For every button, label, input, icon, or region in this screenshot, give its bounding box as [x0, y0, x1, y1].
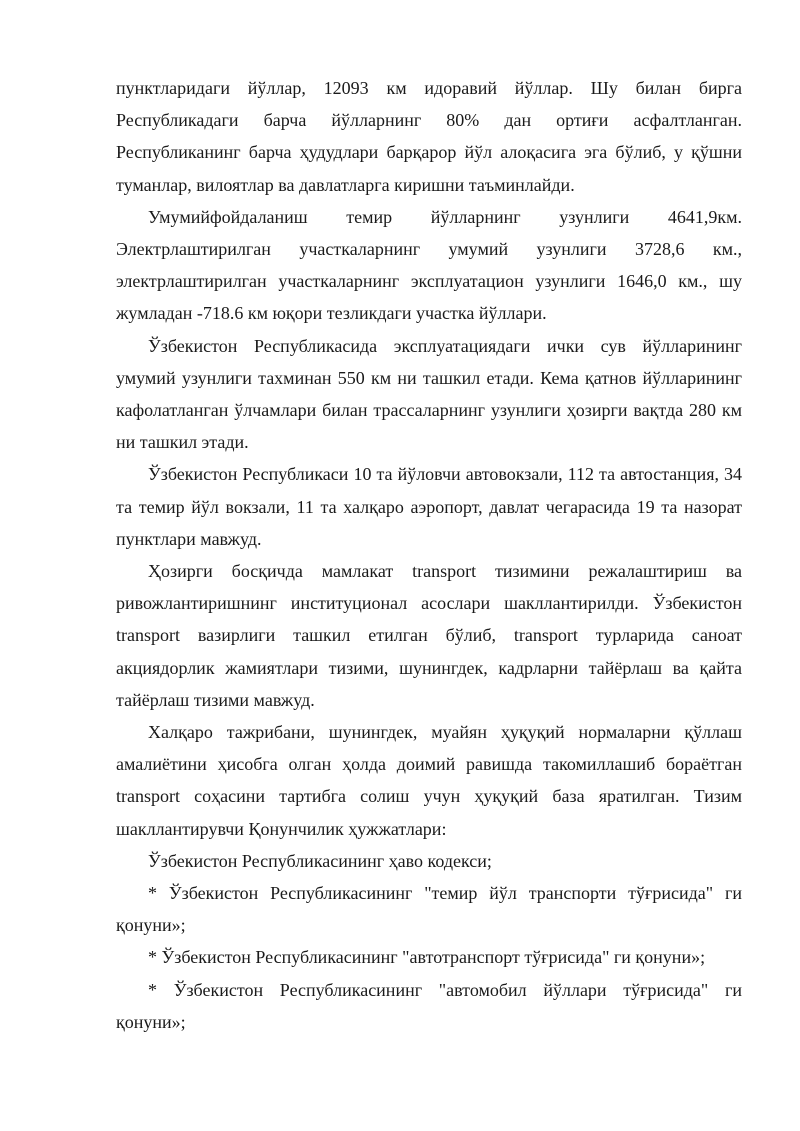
list-item-railway-law: * Ўзбекистон Республикасининг "темир йўл транспорти тўғрисида" ги қонуни»;	[116, 883, 742, 936]
paragraph-legal-base: Халқаро тажрибани, шунингдек, муайян ҳуқуқий нормаларни қўллаш амалиётини ҳисобга олган ҳолда доимий равишда такомиллашиб бораётган transport соҳасини тартибга солиш учун ҳуқуқий база яратилган. Тизим шакллантирувчи Қонунчилик ҳужжатлари:	[116, 722, 742, 839]
paragraph-waterways: Ўзбекистон Республикасида эксплуатациядаги ички сув йўлларининг умумий узунлиги тахминан 550 км ни ташкил етади. Кема қатнов йўлларининг кафолатланган ўлчамлари билан трассаларнинг узунлиги ҳозирги вақтда 280 км ни ташкил этади.	[116, 335, 742, 453]
list-item-autotransport-law: * Ўзбекистон Республикасининг "автотранспорт тўғрисида" ги қонуни»;	[148, 947, 706, 968]
paragraph-continuation: пунктларидаги йўллар, 12093 км идоравий йўллар. Шу билан бирга Республикадаги барча йўлларнинг 80% дан ортиғи асфалтланган. Республиканинг барча ҳудудлари барқарор йўл алоқасига эга бўлиб, у қўшни туманлар, вилоятлар ва давлатларга киришни таъминлайди.	[116, 78, 742, 195]
list-item-air-code: Ўзбекистон Республикасининг ҳаво кодекси;	[148, 850, 492, 871]
paragraph-institutional: Ҳозирги босқичда мамлакат transport тизимини режалаштириш ва ривожлантиришнинг институционал асослари шакллантирилди. Ўзбекистон transport вазирлиги ташкил етилган бўлиб, transport турларида саноат акциядорлик жамиятлари тизими, шунингдек, кадрларни тайёрлаш ва қайта тайёрлаш тизими мавжуд.	[116, 561, 742, 710]
paragraph-railways: Умумийфойдаланиш темир йўлларнинг узунлиги 4641,9км. Электрлаштирилган участкаларнинг умумий узунлиги 3728,6 км., электрлаштирилган участкаларнинг эксплуатацион узунлиги 1646,0 км., шу жумладан -718.6 км юқори тезликдаги участка йўллари.	[116, 206, 742, 324]
paragraph-stations: Ўзбекистон Республикаси 10 та йўловчи автовокзали, 112 та автостанция, 34 та темир йўл вокзали, 11 та халқаро аэропорт, давлат чегарасида 19 та назорат пунктлари мавжуд.	[116, 464, 742, 549]
document-body	[116, 72, 742, 1038]
list-item-roads-law: * Ўзбекистон Республикасининг "автомобил йўллари тўғрисида" ги қонуни»;	[116, 979, 742, 1032]
